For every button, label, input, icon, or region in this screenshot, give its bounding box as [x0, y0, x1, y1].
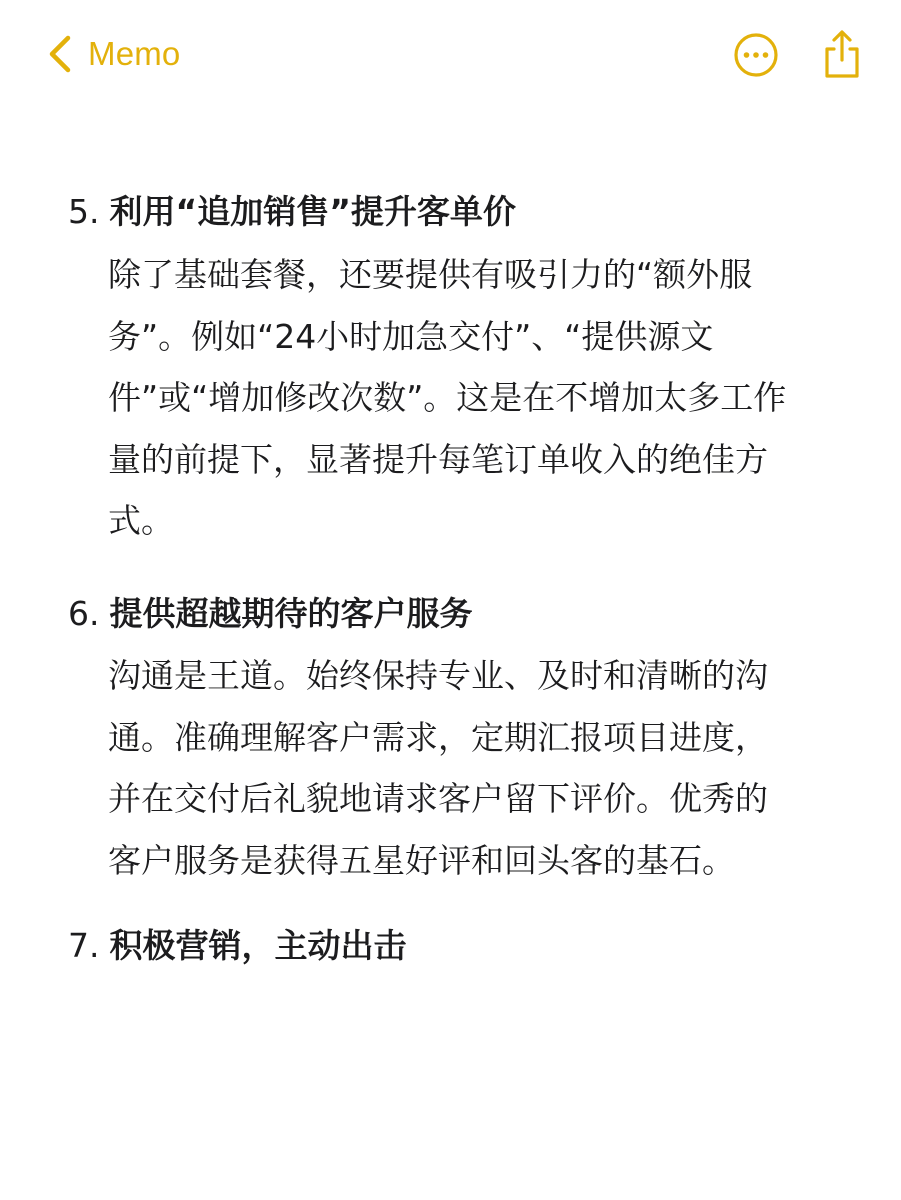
section-heading-7	[68, 920, 407, 967]
body-line: 除了基础套餐，还要提供有吸引力的“额外服	[108, 255, 753, 294]
body-line: 量的前提下，显著提升每笔订单收入的绝佳方	[108, 439, 768, 479]
body-line: 沟通是王道。始终保持专业、及时和清晰的沟	[108, 656, 768, 695]
section-title: 积极营销，主动出击	[109, 926, 407, 965]
section-title: 提供超越期待的客户服务	[109, 594, 473, 633]
navigation-bar	[0, 0, 901, 110]
share-icon[interactable]	[822, 28, 862, 80]
section-number: 5.	[68, 192, 100, 231]
back-label: Memo	[88, 35, 181, 72]
back-button[interactable]	[46, 30, 181, 78]
section-heading-6	[68, 588, 473, 635]
section-heading-5	[68, 186, 516, 233]
body-line: 式。	[108, 501, 174, 540]
body-line: 务”。例如“24小时加急交付”、“提供源文	[108, 316, 714, 356]
section-number: 7.	[68, 926, 100, 965]
body-line: 并在交付后礼貌地请求客户留下评价。优秀的	[108, 779, 768, 818]
chevron-left-icon	[46, 32, 74, 76]
body-line: 通。准确理解客户需求，定期汇报项目进度，	[108, 717, 768, 757]
ellipsis-circle-icon[interactable]	[733, 32, 779, 78]
section-title: 利用“追加销售”提升客单价	[109, 192, 516, 231]
section-body-6	[108, 645, 848, 891]
section-number: 6.	[68, 594, 100, 633]
body-line: 客户服务是获得五星好评和回头客的基石。	[108, 840, 735, 880]
section-body-5	[108, 244, 848, 552]
body-line: 件”或“增加修改次数”。这是在不增加太多工作	[108, 378, 787, 417]
